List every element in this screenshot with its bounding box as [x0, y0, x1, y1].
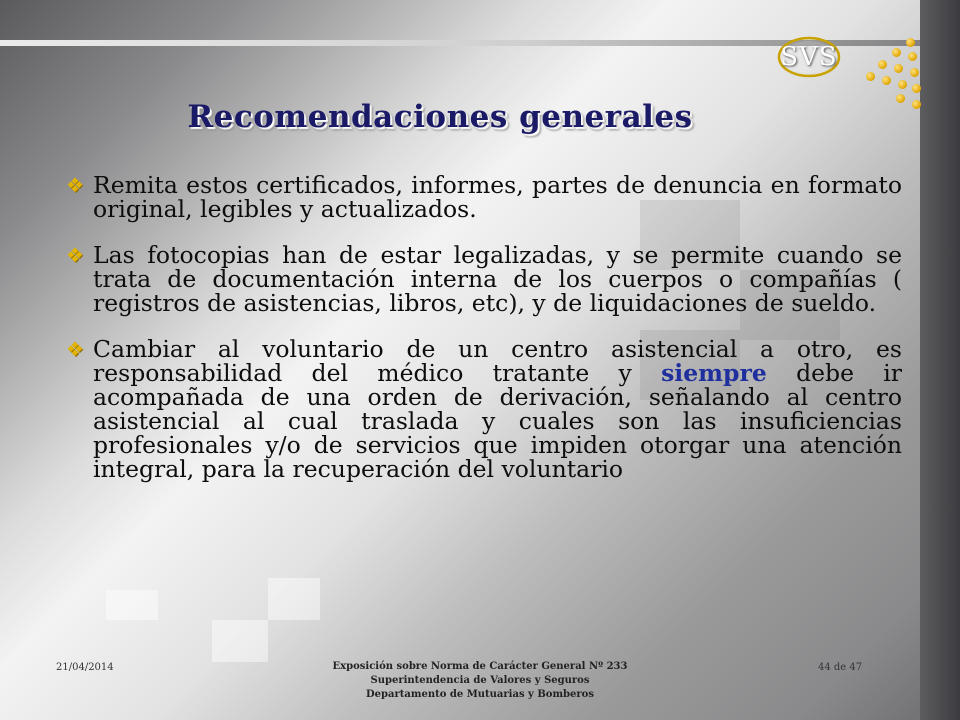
- logo-text: SVS: [780, 42, 838, 72]
- footer-center: [300, 660, 660, 702]
- decor-square: [212, 620, 268, 662]
- bullet-highlight: siempre: [661, 359, 767, 387]
- bullet-item: [66, 173, 902, 221]
- slide-title: Recomendaciones generales: [187, 99, 693, 135]
- diamond-bullet-icon: ❖: [66, 173, 84, 197]
- footer-line-2: Superintendencia de Valores y Seguros: [370, 675, 590, 686]
- footer-line-1: Exposición sobre Norma de Carácter General Nº 233: [332, 661, 628, 672]
- footer-date: 21/04/2014: [56, 662, 114, 673]
- diamond-bullet-icon: ❖: [66, 243, 84, 267]
- right-band: [920, 0, 960, 720]
- page-number: 44 de 47: [818, 662, 863, 673]
- bullet-text-after: debe ir acompañada de una orden de derivación, señalando al centro asistencial al cual traslada y cuales son las insuficiencias profesionales y/o de servicios que impiden otorgar una atención integral, para la recuperación del voluntario: [93, 359, 902, 483]
- bullet-text: Las fotocopias han de estar legalizadas, y se permite cuando se trata de documentación interna de los cuerpos o compañías ( registros de asistencias, libros, etc), y de liquidaciones de sueldo.: [93, 241, 902, 317]
- bullet-item: [66, 243, 902, 315]
- decor-square: [106, 590, 158, 620]
- footer-line-3: Departamento de Mutuarias y Bomberos: [366, 689, 594, 700]
- decor-square: [268, 578, 320, 620]
- diamond-bullet-icon: ❖: [66, 337, 84, 361]
- bullet-text-before: Cambiar al voluntario de un centro asistencial a otro, es responsabilidad del médico tratante y: [93, 335, 902, 387]
- svs-logo: [776, 34, 842, 80]
- bullet-item: [66, 337, 902, 481]
- bullet-list: [66, 173, 902, 503]
- bullet-text: Remita estos certificados, informes, partes de denuncia en formato original, legibles y actualizados.: [93, 171, 902, 223]
